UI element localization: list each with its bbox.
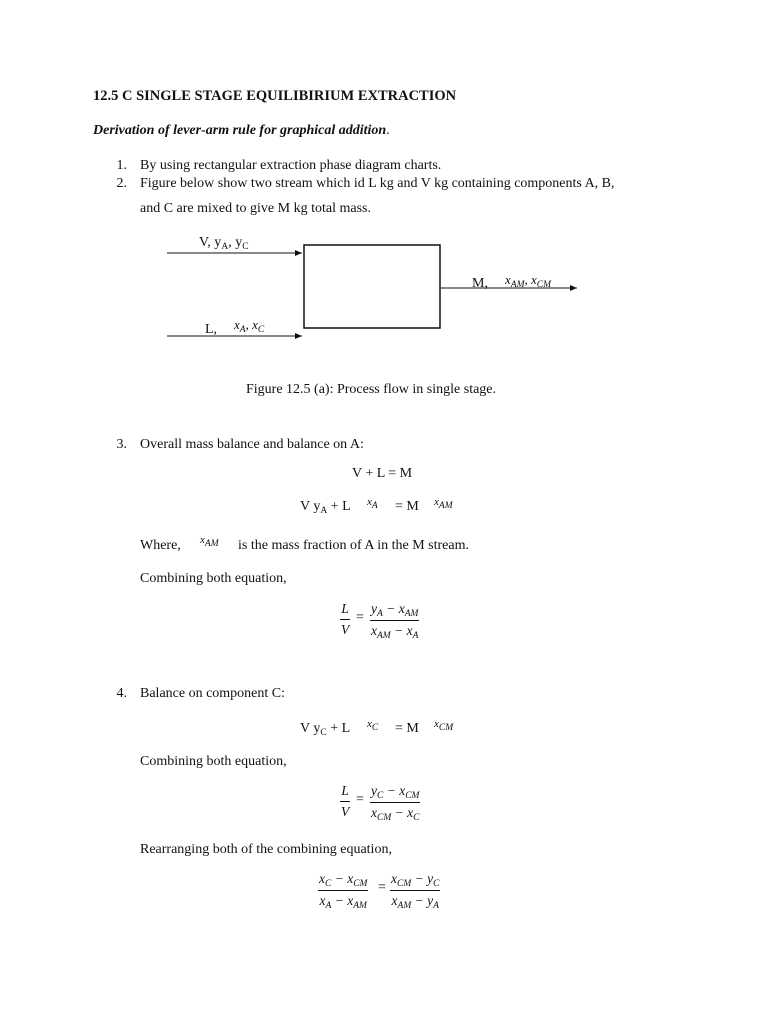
item-number: 1. (116, 158, 127, 173)
where-xam: xAM (200, 534, 219, 549)
where-suffix: is the mass fraction of A in the M stream. (238, 538, 469, 553)
fraction-left: $x_C - x_{CM}$ $x_A - x_{AM}$ (319, 871, 368, 911)
equation-balance-c-xc: xC (367, 718, 379, 733)
equals-sign: = (356, 792, 364, 807)
rearranging-text: Rearranging both of the combining equation, (140, 842, 392, 857)
v-stream-label: V, $y_A$, $y_C$ (199, 235, 249, 252)
equation-balance-c-eq: = M (395, 721, 419, 736)
item-text: Balance on component C: (140, 686, 286, 701)
equals-sign: = (356, 610, 364, 625)
l-stream-label: L, (205, 322, 218, 337)
fraction-l-over-v: L V (341, 601, 350, 637)
combining-text: Combining both equation, (140, 754, 287, 769)
stage-box (304, 245, 440, 328)
item-number: 4. (116, 686, 127, 701)
equation-balance-c-xcm: xCM (434, 718, 454, 733)
equation-balance-c: V $y_C + L$ (300, 721, 351, 738)
equation-balance-a: V $y_A + L$ (300, 499, 351, 516)
equation-balance-a-eq: = M (395, 499, 419, 514)
item-text: By using rectangular extraction phase diagram charts. (140, 158, 442, 173)
section-heading: 12.5 C SINGLE STAGE EQUILIBIRIUM EXTRACTION (93, 88, 457, 104)
item-text: Overall mass balance and balance on A: (140, 437, 364, 452)
m-stream-label: M, (472, 276, 488, 291)
figure-caption: Figure 12.5 (a): Process flow in single stage. (246, 382, 497, 397)
where-prefix: Where, (140, 538, 181, 553)
item-number: 2. (116, 176, 127, 191)
l-stream-math: $x_A$, $x_C$ (234, 317, 265, 335)
equals-sign: = (378, 880, 386, 895)
equation-balance-a-xam: xAM (434, 496, 453, 511)
item-text-continued: and C are mixed to give M kg total mass. (140, 201, 371, 216)
fraction-right: $y_C - x_{CM}$ $x_{CM} - x_C$ (371, 783, 420, 823)
subheading-text: Derivation of lever-arm rule for graphical addition (93, 123, 387, 138)
equation-overall-balance: V + L = M (352, 466, 413, 481)
m-stream-math: $x_{AM}$, $x_{CM}$ (505, 272, 552, 290)
fraction-right: $x_{CM} - y_C$ $x_{AM} - y_A$ (391, 871, 440, 911)
combining-text: Combining both equation, (140, 571, 287, 586)
fraction-l-over-v: L V (341, 783, 350, 819)
equation-balance-a-xa: xA (367, 496, 378, 511)
item-text: Figure below show two stream which id L kg and V kg containing components A, B, (140, 176, 615, 191)
fraction-right: $y_A - x_{AM}$ $x_{AM} - x_A$ (371, 601, 419, 641)
subheading-period: . (386, 123, 390, 138)
item-number: 3. (116, 437, 127, 452)
